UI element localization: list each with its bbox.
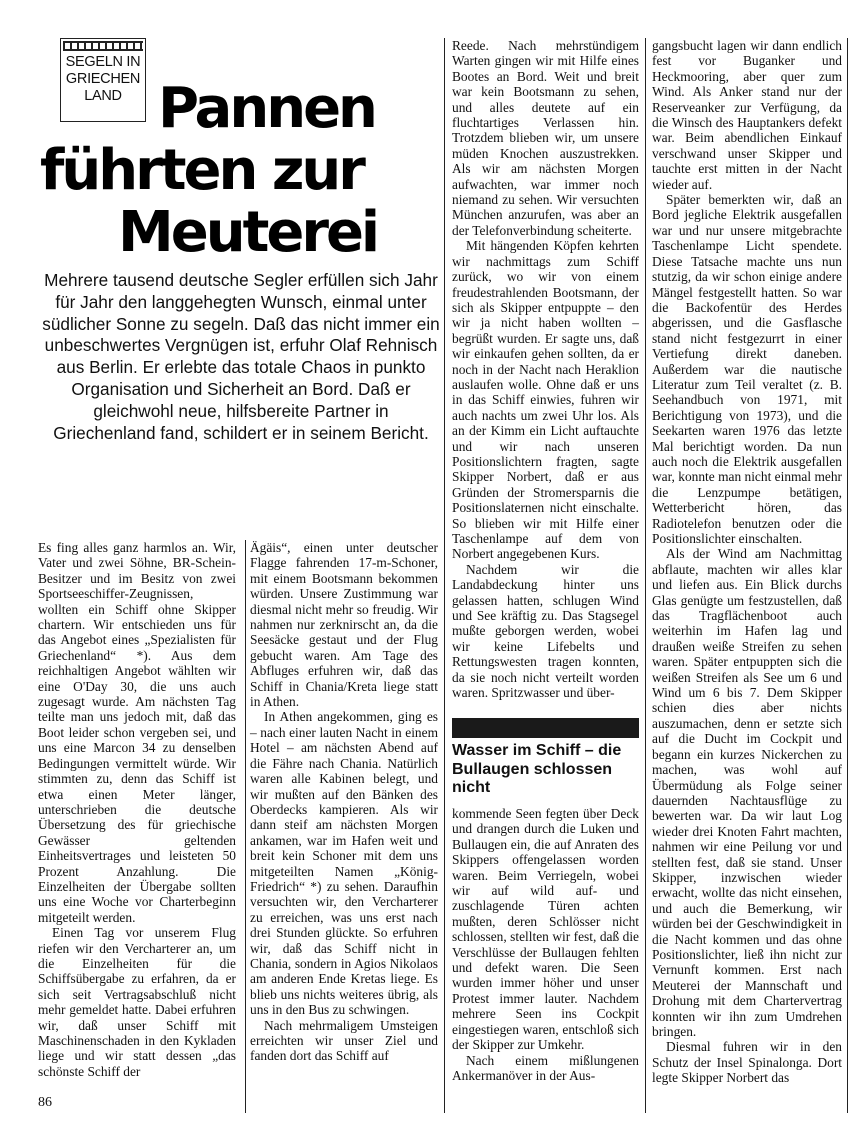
column-rule-1 (444, 38, 445, 1113)
column-2 (250, 540, 438, 1064)
column-rule-0 (245, 540, 246, 1113)
greek-key-border (63, 41, 143, 51)
paragraph: In Athen angekommen, ging es – nach einer lauten Nacht in einem Hotel – am nächsten Abend auf die Fähre nach Chania. Natürlich waren alle Kabinen belegt, und wir mußten auf den Bänken des Oberdecks kampieren. Als wir dann steif am nächsten Morgen ankamen, war im Hafen weit und breit kein Schoner mit dem uns mitgeteilten Namen „König-Friedrich“ *) zu sehen. Daraufhin versuchten wir, den Vercharterer zu erreichen, was uns erst nach drei Stunden glückte. So erfuhren wir, daß das Schiff nicht in Chania, sondern in Agios Nikolaos am anderen Ende Kretas liege. Es blieb uns nichts weiteres übrig, als uns in den Bus zu schwingen. (250, 709, 438, 1018)
paragraph: gangsbucht lagen wir dann endlich fest vor Buganker und Heckmooring, aber quer zum Wind. Als Anker stand nur der Reserveanker zur Verfügung, da die Winsch des Hauptankers defekt war. Beim abendlichen Einkauf verschwand unser Skipper und tauchte erst mitten in der Nacht wieder auf. (652, 38, 842, 192)
column-1 (38, 540, 236, 1079)
logo-line-1: SEGELN IN (65, 54, 141, 70)
paragraph: Nach einem mißlungenen Ankermanöver in der Aus- (452, 1052, 639, 1083)
page-number: 86 (38, 1095, 52, 1110)
paragraph: Nachdem wir die Landabdeckung hinter uns gelassen hatten, schlugen Wind und See kräftig zu. Das Stagsegel mußte geborgen werden, wobei wir keine Lifebelts und Rettungswesten tragen konnten, da sie noch nicht verteilt worden waren. Spritzwasser und über- (452, 561, 639, 701)
headline-line-2: führten zur (40, 138, 363, 203)
paragraph: kommende Seen fegten über Deck und drangen durch die Luken und Bullaugen ein, die auf Anraten des Skippers offengelassen worden waren. Beim Verriegeln, wobei wir auf wild auf- und zuschlagende Türen achten mußten, deren Schlösser nicht schlossen, stellten wir fest, daß die Verschlüsse der Bullaugen fehlten und defekt waren. Die Seen wurden immer höher und unser Protest immer lauter. Nachdem mehrere Seen ins Cockpit eingestiegen waren, entschloß sich der Skipper zur Umkehr. (452, 806, 639, 1053)
paragraph: Es fing alles ganz harmlos an. Wir, Vater und zwei Söhne, BR-Schein-Besitzer und im Besitz von zwei Sportseeschiffer-Zeugnissen, wollten ein Schiff ohne Skipper chartern. Wir entschieden uns für das Angebot eines „Spezialisten für Griechenland“ *). Aus dem reichhaltigen Angebot wählten wir eine O'Day 30, die uns auch zugesagt wurde. Am nächsten Tag teilte man uns jedoch mit, daß das Boot leider schon vergeben sei, und uns eine Marcon 34 zu denselben Bedingungen vermittelt würde. Wir stimmten zu, denn das Schiff ist etwa einen Meter länger, unterschrieben die deutsche Übersetzung des für griechische Gewässer geltenden Einheitsvertrages und leisteten 50 Prozent Anzahlung. Die Einzelheiten der Übergabe sollten uns eine Woche vor Charterbeginn mitgeteilt werden. (38, 540, 236, 925)
subhead: Wasser im Schiff – die Bullaugen schlossen nicht (452, 742, 622, 796)
logo-line-3: LAND (84, 88, 122, 104)
headline-line-1: Pannen (158, 76, 375, 141)
paragraph: Nach mehrmaligem Umsteigen erreichten wir unser Ziel und fanden dort das Schiff auf (250, 1017, 438, 1064)
paragraph: Als der Wind am Nachmittag abflaute, machten wir alles klar und liefen aus. Ein Blick durchs Glas genügte um festzustellen, daß das Tragflächenboot auch weiterhin im Hafen lag und draußen weiße Streifen zu sehen waren. Später entpuppten sich die weißen Streifen als See um 6 und Wind um 6 bis 7. Dem Skipper schien dies aber nichts auszumachen, denn er setzte sich auf die Ducht im Cockpit und begann ein kurzes Nickerchen zu machen, was wohl auf Übermüdung als Folge seiner dauernden Nachtausflüge zu bewerten war. Da wir laut Log wieder drei Knoten Fahrt machten, nahmen wir eine Peilung vor und stellten fest, daß sie stand. Unser Skipper, inzwischen wieder erwacht, wollte das nicht einsehen, und auch die Bemerkung, wir würden bei der Geschwindigkeit in die Nacht kommen und das ohne Positionslichter, ließ ihn nicht zur Vernunft kommen. Erst nach Meuterei der Mannschaft und Drohung mit dem Chartervertrag konnten wir ihn zum Umdrehen bringen. (652, 546, 842, 1039)
column-3-bottom (452, 806, 639, 1083)
paragraph: Später bemerkten wir, daß an Bord jegliche Elektrik ausgefallen war und nur unsere mitgebrachte Taschenlampe Licht spendete. Diese Tatsache machte uns nun stutzig, da wir schon einige andere Mängel festgestellt hatten. So war die Backofentür des Herdes abgerissen, und die Gasflasche stand nicht festgezurrt in einer Vertiefung direkt daneben. Außerdem war die nautische Literatur zum Teil veraltet (z. B. Seehandbuch von 1971, mit Berichtigung von 1973), und die Seekarten waren 1976 das letzte Mal berichtigt worden. Da nun auch noch die Elektrik ausgefallen war, konnte man nicht einmal mehr die Lenzpumpe betätigen, Wetterbericht hören, das Radiotelefon benutzen oder die Positionslichter einschalten. (652, 192, 842, 546)
paragraph: Ägäis“, einen unter deutscher Flagge fahrenden 17-m-Schoner, mit einem Bootsmann bekommen würden. Unsere Zustimmung war diesmal nicht mehr so freudig. Wir nahmen nur zerknirscht an, da die Seesäcke gestaut und der Flug gebucht waren. Am Tage des Abfluges erfuhren wir, daß das Schiff in Chania/Kreta liege statt in Athen. (250, 540, 438, 710)
lead-paragraph: Mehrere tausend deutsche Segler erfüllen sich Jahr für Jahr den langgehegten Wunsch, einmal unter südlicher Sonne zu segeln. Daß das nicht immer ein unbeschwertes Vergnügen ist, erfuhr Olaf Rehnisch aus Berlin. Er erlebte das totale Chaos in punkto Organisation und Sicherheit an Bord. Daß er gleichwohl neue, hilfsbereite Partner in Griechenland fand, schildert er in seinem Bericht. (42, 270, 440, 443)
series-logo (60, 38, 146, 122)
headline-line-3: Meuterei (118, 200, 378, 265)
subhead-bar (452, 718, 639, 738)
column-rule-3 (847, 38, 848, 1113)
logo-line-2: GRIECHEN (65, 71, 141, 87)
column-3-top (452, 38, 639, 700)
paragraph: Reede. Nach mehrstündigem Warten gingen wir mit Hilfe eines Bootes an Bord. Weit und breit war kein Bootsmann zu sehen, und alles deutete auf ein fluchtartiges Verlassen hin. Trotzdem blieben wir, um unsere müden Knochen auszustrekken. Als wir am nächsten Morgen aufwachten, war immer noch niemand zu sehen. Wir versuchten München anzurufen, was aber an der Telefonverbindung scheiterte. (452, 38, 639, 238)
paragraph: Mit hängenden Köpfen kehrten wir nachmittags zum Schiff zurück, wo wir von einem freudestrahlenden Bootsmann, der sich als Skipper entpuppte – den wir ja nicht haben wollten – begrüßt wurden. Er sagte uns, daß wir einkaufen gehen sollten, da er noch in der Nacht nach Heraklion auslaufen wolle. Ohne daß er uns in das Schiff einwies, fuhren wir auch nachts um zwei Uhr los. Als an der Kimm ein Licht auftauchte und wir nach unseren Positionslichtern fragten, sagte Skipper Norbert, daß er aus Gründen der Stromersparnis die Positionslaternen nicht einschalte. So blieben wir mit Hilfe einer Taschenlampe auf dem von Norbert angegebenen Kurs. (452, 238, 639, 562)
column-4 (652, 38, 842, 1086)
paragraph: Diesmal fuhren wir in den Schutz der Insel Spinalonga. Dort legte Skipper Norbert das (652, 1039, 842, 1086)
column-rule-2 (645, 38, 646, 1113)
paragraph: Einen Tag vor unserem Flug riefen wir den Vercharterer an, um die Einzelheiten für die Schiffsübergabe zu erfahren, da er sich seit Vertragsabschluß nicht mehr gemeldet hatte. Dabei erfuhren wir, daß unser Schiff mit Maschinenschaden in den Kykladen liege und wir statt dessen „das schönste Schiff der (38, 925, 236, 1079)
